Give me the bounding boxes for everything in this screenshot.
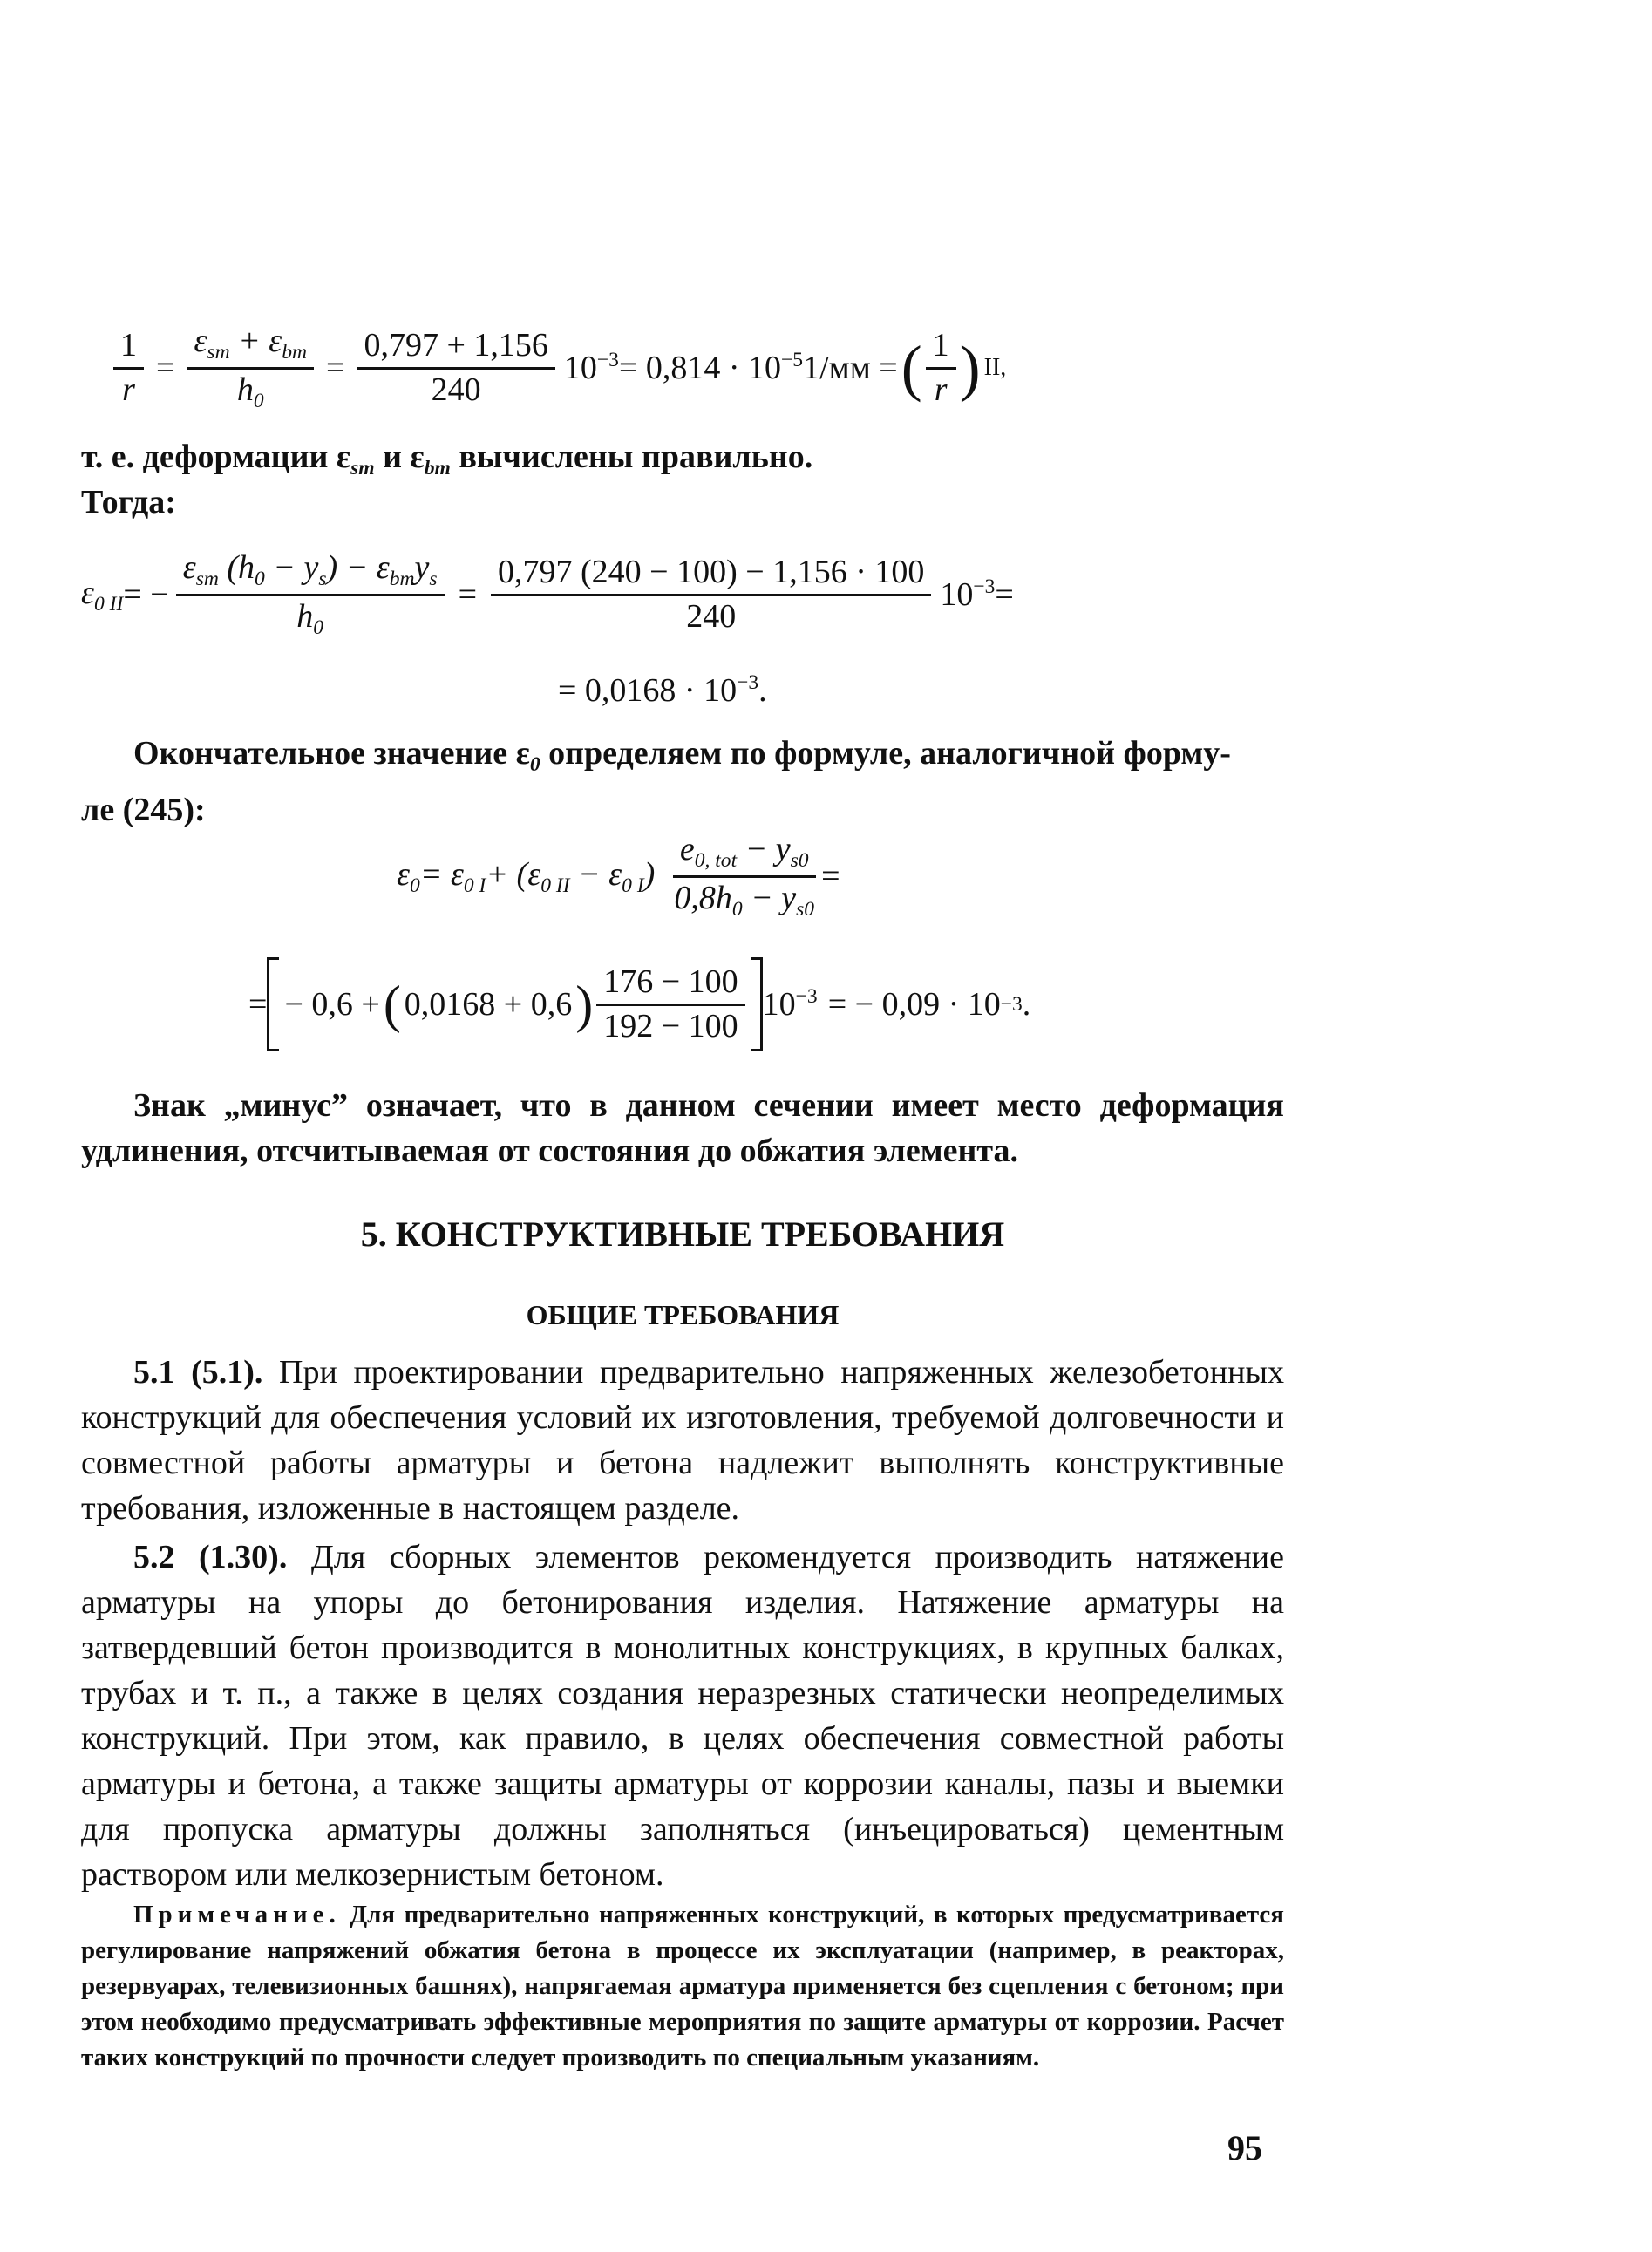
unit: 1/мм = bbox=[803, 350, 898, 387]
paren-left: ( bbox=[901, 333, 922, 404]
equation-e0: $\varepsilon_0$ = $\varepsilon_{0 I}$ + $(\varepsilon_{0 II} - \varepsilon_{0 I})$ $\frac{e_{0, tot} - y_{s0}}{0,8h_0 - y_{s0}}$ = bbox=[397, 831, 840, 921]
page-number: 95 bbox=[1227, 2128, 1262, 2167]
fraction-numeric: $\frac{0,797 + 1,156}{240}$ bbox=[357, 329, 554, 408]
multiplier: $10^{-3}$ bbox=[563, 349, 619, 387]
text-deformations-line: т. е. деформации $\varepsilon_{sm}$ и $\varepsilon_{bm}$ вычислены правильно. bbox=[81, 439, 813, 480]
fraction-interpolation: $\frac{e_{0, tot} - y_{s0}}{0,8h_0 - y_{s0}}$ bbox=[674, 831, 815, 921]
result: = $0,814 \cdot 10^{-5}$ bbox=[618, 349, 804, 387]
equation-curvature bbox=[113, 324, 1006, 412]
paragraph-final-value: Окончательное значение $\varepsilon_0$ определяем по формуле, аналогичной форму- ле (245): bbox=[81, 735, 1231, 828]
fraction-1-over-r-II: $\frac{1}{r}$ bbox=[926, 329, 956, 408]
text-then: Тогда: bbox=[81, 484, 176, 520]
bracket-left bbox=[267, 957, 279, 1051]
fraction-1-over-r bbox=[113, 326, 144, 408]
bracket-right bbox=[751, 957, 763, 1051]
fraction-strain-combination: $\frac{\varepsilon_{sm} (h_0 - y_s) - \varepsilon_{bm}y_s}{h_0}$ bbox=[176, 551, 445, 638]
paragraph-minus-sign: Знак „минус” означает, что в данном сечении имеет место деформация удлинения, отсчитываемая от состояния до обжатия элемента. bbox=[81, 1087, 1284, 1169]
fraction-numeric-2: $\frac{0,797 (240 - 100) - 1,156 \cdot 100}{240}$ bbox=[491, 555, 931, 635]
section-title: 5. КОНСТРУКТИВНЫЕ ТРЕБОВАНИЯ bbox=[360, 1214, 1005, 1254]
equation-e0II: $\varepsilon_{0 II}$ = − $\frac{\varepsilon_{sm} (h_0 - y_s) - \varepsilon_{bm}y_s}{h_0}$ = $\frac{0,797 (240 - 100) - 1,156 \cdot 100}{240}$ $10^{-3}$ = bbox=[81, 549, 1014, 639]
paren-right: ) bbox=[959, 333, 981, 404]
denominator: r bbox=[122, 371, 135, 408]
fraction-strains: $\frac{\varepsilon_{sm} + \varepsilon_{bm}}{h_0}$ bbox=[187, 324, 314, 412]
equals-sign: = bbox=[326, 350, 345, 387]
note-paragraph: Примечание. Для предварительно напряженных конструкций, в которых предусматривается регулирование напряжений обжатия бетона в процессе их эксплуатации (например, в реакторах, резервуарах, телевизионных башнях), напрягаемая арматура применяется без сцепления с бетоном; при этом необходимо предусматривать эффективные мероприятия по защите арматуры от коррозии. Расчет таких конструкций по прочности следует производить по специальным указаниям. bbox=[81, 1901, 1284, 2072]
equals-sign: = bbox=[156, 350, 175, 387]
paragraph-5-2: 5.2 (1.30). Для сборных элементов рекомендуется производить натяжение арматуры на упоры до бетонирования изделия. Натяжение арматуры на затвердевший бетон производится в монолитных конструкциях, в крупных балках, трубах и т. п., а также в целях создания неразрезных статически неопределимых конструкций. При этом, как правило, в целях обеспечения совместной работы арматуры и бетона, а также защиты арматуры от коррозии каналы, пазы и выемки для пропуска арматуры должны заполняться (инъецироваться) цементным раствором или мелкозернистым бетоном. bbox=[81, 1539, 1284, 1893]
fraction-numeric-3: $\frac{176 - 100}{192 - 100}$ bbox=[596, 965, 744, 1044]
equation-e0-result: = − 0,6 + ( 0,0168 + 0,6 ) $\frac{176 - 100}{192 - 100}$ $10^{-3}$ = − 0,09 · 10 −3 . bbox=[248, 957, 1030, 1051]
paragraph-5-1: 5.1 (5.1). При проектировании предварительно напряженных железобетонных конструкций для обеспечения условий их изготовления, требуемой долговечности и совместной работы арматуры и бетона надлежит выполнять конструктивные требования, изложенные в настоящем разделе. bbox=[81, 1354, 1285, 1527]
numerator: 1 bbox=[113, 329, 144, 370]
subsection-title: ОБЩИЕ ТРЕБОВАНИЯ bbox=[526, 1299, 840, 1330]
equation-e0II-result: = $0,0168 \cdot 10^{-3}$. bbox=[558, 671, 767, 709]
subscript-II: II, bbox=[983, 354, 1007, 382]
